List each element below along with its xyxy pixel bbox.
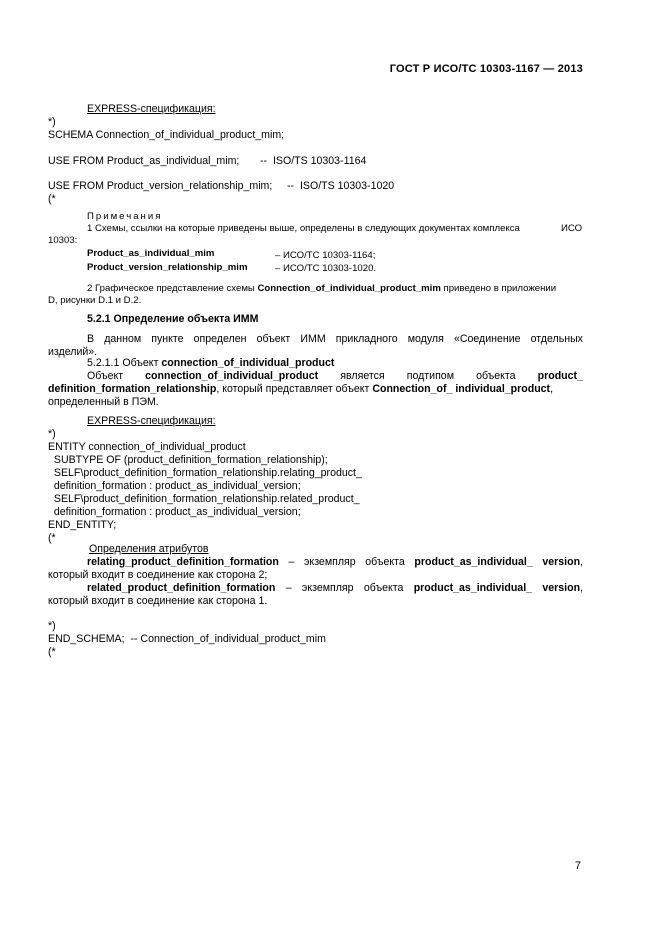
use-from-statement-2: USE FROM Product_version_relationship_mim; (48, 180, 273, 192)
attr1-name: relating_product_definition_formation (87, 556, 279, 568)
comment-open-2: *) (48, 428, 56, 440)
use-from-statement-1: USE FROM Product_as_individual_mim; (48, 155, 240, 167)
word: определен (193, 333, 247, 345)
code-line: ENTITY connection_of_individual_product (48, 441, 246, 453)
ref-schema-2: Product_version_relationship_mim (87, 262, 248, 273)
note2-line2: D, рисунки D.1 и D.2. (48, 295, 142, 306)
word: подтипом (406, 370, 454, 382)
attr1-target-b-wrap (542, 556, 583, 569)
word: пункте (151, 333, 184, 345)
attributes-title: Определения атрибутов (89, 543, 209, 555)
desc-mid: , который представляет объект (216, 383, 373, 395)
word: объекта (363, 582, 404, 594)
represented-object: Connection_of_ individual_product (372, 383, 551, 395)
attr1-target-a: product_as_individual_ (414, 556, 533, 568)
note1-line1: 1 Схемы, ссылки на которые приведены выше, определены в следующих документах комплекса (87, 223, 520, 234)
object-desc-line1 (87, 370, 583, 383)
subsection-prefix: 5.2.1.1 Объект (87, 357, 162, 369)
use-from-comment-1: -- ISO/TS 10303-1164 (260, 155, 367, 167)
schema-declaration: SCHEMA Connection_of_individual_product_mim; (48, 129, 285, 141)
attr2-line2: который входит в соединение как сторона 1. (48, 595, 268, 607)
page-number: 7 (574, 860, 581, 872)
note2-prefix: 2 Графическое представление схемы (87, 283, 258, 294)
object-desc-line3: определенный в ПЭМ. (48, 396, 159, 408)
word: объекта (365, 556, 405, 568)
use-from-comment-2: -- ISO/TS 10303-1020 (287, 180, 395, 192)
attr2-comma: , (580, 582, 583, 594)
entity-name: connection_of_individual_product (145, 370, 319, 382)
end-schema-line (48, 633, 326, 646)
word: – (288, 556, 295, 568)
comment-close: (* (48, 193, 56, 205)
code-line: definition_formation : product_as_individual_version; (48, 480, 301, 492)
word: объекта (476, 370, 516, 382)
object-desc-line2 (48, 383, 553, 396)
comment-close-3: (* (48, 646, 56, 658)
word: экземпляр (304, 556, 356, 568)
end-schema: END_SCHEMA; (48, 633, 125, 645)
express-spec-label: EXPRESS-спецификация: (87, 103, 216, 115)
attr2-target-a: product_as_individual_ (413, 582, 533, 594)
desc-end: , (550, 383, 554, 395)
word: данном (104, 333, 142, 345)
word: объект (256, 333, 291, 345)
word: отдельных (530, 333, 583, 345)
word: «Соединение (453, 333, 521, 345)
notes-title: Примечания (87, 211, 163, 222)
comment-close-2: (* (48, 532, 56, 544)
word: прикладного (335, 333, 398, 345)
attr2-line1 (87, 582, 583, 595)
code-line: END_ENTITY; (48, 519, 117, 531)
word: Объект (87, 370, 124, 382)
code-line: SUBTYPE OF (product_definition_formation_relationship); (48, 454, 328, 466)
code-line: SELF\product_definition_formation_relationship.related_product_ (48, 493, 360, 505)
attr1-line2: который входит в соединение как сторона 2; (48, 569, 268, 581)
section-heading-521: 5.2.1 Определение объекта ИММ (87, 313, 259, 325)
word: В (87, 333, 95, 345)
supertype-name-part2: definition_formation_relationship (48, 383, 217, 395)
attr2-target-b-wrap (542, 582, 583, 595)
section-521-para-line2: изделий». (48, 346, 98, 358)
subsection-5211-heading (87, 357, 334, 370)
supertype-name-part1: product_ (537, 370, 583, 382)
note2-line1 (87, 283, 556, 295)
ref-schema-1: Product_as_individual_mim (87, 248, 215, 259)
attr1-line1 (87, 556, 583, 569)
note2-suffix: приведено в приложении (440, 283, 557, 294)
code-line: SELF\product_definition_formation_relationship.relating_product_ (48, 467, 362, 479)
word: является (340, 370, 385, 382)
ref-doc-1: – ИСО/ТС 10303-1164; (275, 250, 376, 261)
attr1-target-b: version (542, 556, 581, 568)
note1-line2: 10303: (48, 235, 78, 246)
attr1-comma: , (580, 556, 583, 568)
comment-open-3: *) (48, 620, 56, 632)
attr2-name: related_product_definition_formation (87, 582, 276, 594)
word: – (285, 582, 292, 594)
subsection-entity-name: connection_of_individual_product (161, 357, 335, 369)
word: модуля (407, 333, 444, 345)
note2-schema-name: Connection_of_individual_product_mim (257, 283, 441, 294)
word: экземпляр (301, 582, 354, 594)
comment-open: *) (48, 116, 56, 128)
express-spec-label-2: EXPRESS-спецификация: (87, 415, 216, 427)
section-521-para-line1 (87, 333, 583, 346)
end-schema-comment: -- Connection_of_individual_product_mim (130, 633, 326, 645)
standard-header: ГОСТ Р ИСО/ТС 10303-1167 — 2013 (389, 63, 583, 75)
ref-doc-2: – ИСО/ТС 10303-1020. (275, 263, 377, 274)
note1-iso: ИСО (561, 223, 583, 234)
attr2-target-b: version (542, 582, 581, 594)
code-line: definition_formation : product_as_individual_version; (48, 506, 301, 518)
word: ИММ (300, 333, 326, 345)
